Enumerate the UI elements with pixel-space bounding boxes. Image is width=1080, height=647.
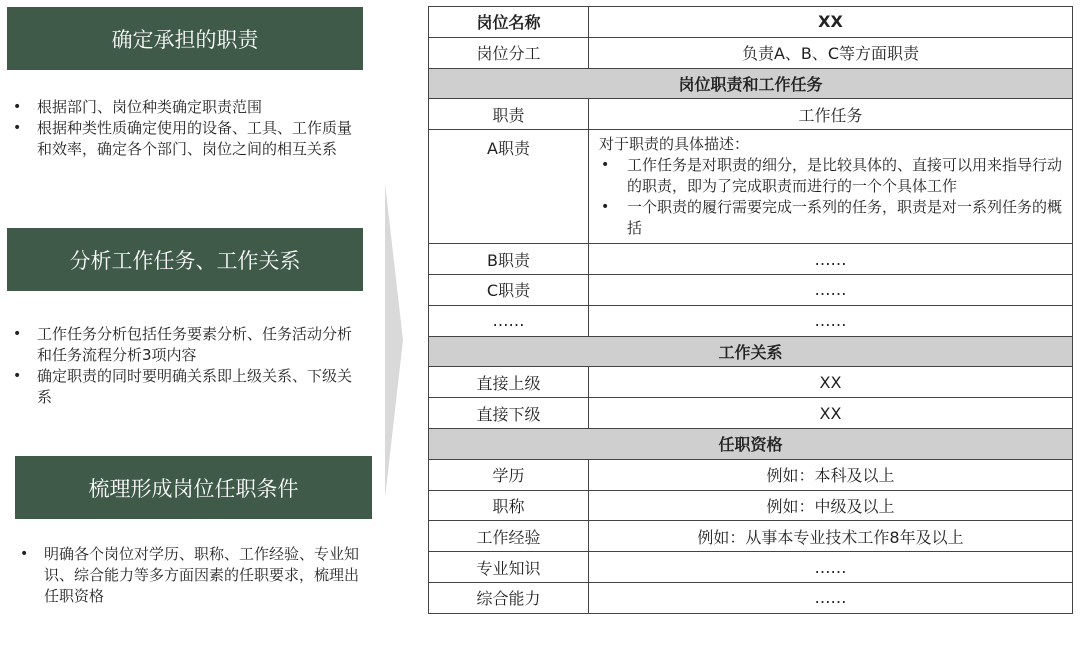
step-3-bullets: [14, 544, 369, 607]
cell-label: 专业知识: [429, 552, 589, 583]
table-row: [429, 521, 1073, 552]
cell-label: 直接下级: [429, 398, 589, 429]
table-row: [429, 130, 1073, 244]
section-title: 岗位职责和工作任务: [429, 68, 1073, 99]
cell-value: 负责A、B、C等方面职责: [589, 37, 1073, 68]
cell-label: A职责: [429, 130, 589, 244]
table-row: [429, 37, 1073, 68]
table-row: [429, 7, 1073, 38]
cell-label: 直接上级: [429, 367, 589, 398]
cell-value: ……: [589, 274, 1073, 305]
duty-intro: 对于职责的具体描述：: [599, 135, 750, 154]
cell-label: C职责: [429, 274, 589, 305]
table-row: [429, 244, 1073, 275]
cell-value: ……: [589, 305, 1073, 336]
section-title: 工作关系: [429, 336, 1073, 367]
table-row: [429, 582, 1073, 613]
cell-label: 综合能力: [429, 582, 589, 613]
cell-value: ……: [589, 244, 1073, 275]
step-2-title: 分析工作任务、工作关系: [7, 228, 363, 291]
cell-label: B职责: [429, 244, 589, 275]
table-row: [429, 398, 1073, 429]
cell-label: ……: [429, 305, 589, 336]
cell-label: 岗位分工: [429, 37, 589, 68]
step-2-bullets: [7, 324, 362, 408]
list-item: • 工作任务分析包括任务要素分析、任务活动分析和任务流程分析3项内容: [7, 324, 362, 366]
cell-value: ……: [589, 582, 1073, 613]
table-row: [429, 367, 1073, 398]
duty-description: [589, 130, 1073, 244]
cell-value: XX: [589, 7, 1073, 38]
table-row: [429, 459, 1073, 490]
cell-value: XX: [589, 367, 1073, 398]
table-row: [429, 99, 1073, 130]
list-item: • 确定职责的同时要明确关系即上级关系、下级关系: [7, 366, 362, 408]
step-3-title: 梳理形成岗位任职条件: [15, 456, 372, 519]
cell-value: 例如：从事本专业技术工作8年及以上: [589, 521, 1073, 552]
table-row: [429, 490, 1073, 521]
section-row: [429, 428, 1073, 459]
table-row: [429, 274, 1073, 305]
section-row: [429, 336, 1073, 367]
list-item: • 工作任务是对职责的细分，是比较具体的、直接可以用来指导行动的职责，即为了完成职责而进行的一个个具体工作: [599, 155, 1066, 197]
cell-value: 例如：本科及以上: [589, 459, 1073, 490]
list-item: • 根据部门、岗位种类确定职责范围: [7, 97, 362, 118]
cell-value: 例如：中级及以上: [589, 490, 1073, 521]
section-title: 任职资格: [429, 428, 1073, 459]
cell-value: ……: [589, 552, 1073, 583]
list-item: • 根据种类性质确定使用的设备、工具、工作质量和效率，确定各个部门、岗位之间的相互关系: [7, 118, 362, 160]
step-1-title: 确定承担的职责: [7, 7, 363, 70]
chevron-right-icon: [383, 183, 405, 498]
cell-label: 职称: [429, 490, 589, 521]
cell-label: 岗位名称: [429, 7, 589, 38]
section-row: [429, 68, 1073, 99]
table-row: [429, 305, 1073, 336]
table-row: [429, 552, 1073, 583]
cell-label: 职责: [429, 99, 589, 130]
step-1-bullets: [7, 97, 362, 160]
cell-value: 工作任务: [589, 99, 1073, 130]
cell-label: 学历: [429, 459, 589, 490]
list-item: • 明确各个岗位对学历、职称、工作经验、专业知识、综合能力等多方面因素的任职要求，梳理出任职资格: [14, 544, 369, 607]
list-item: • 一个职责的履行需要完成一系列的任务，职责是对一系列任务的概括: [599, 197, 1066, 239]
cell-label: 工作经验: [429, 521, 589, 552]
cell-value: XX: [589, 398, 1073, 429]
job-description-table: [428, 6, 1073, 614]
